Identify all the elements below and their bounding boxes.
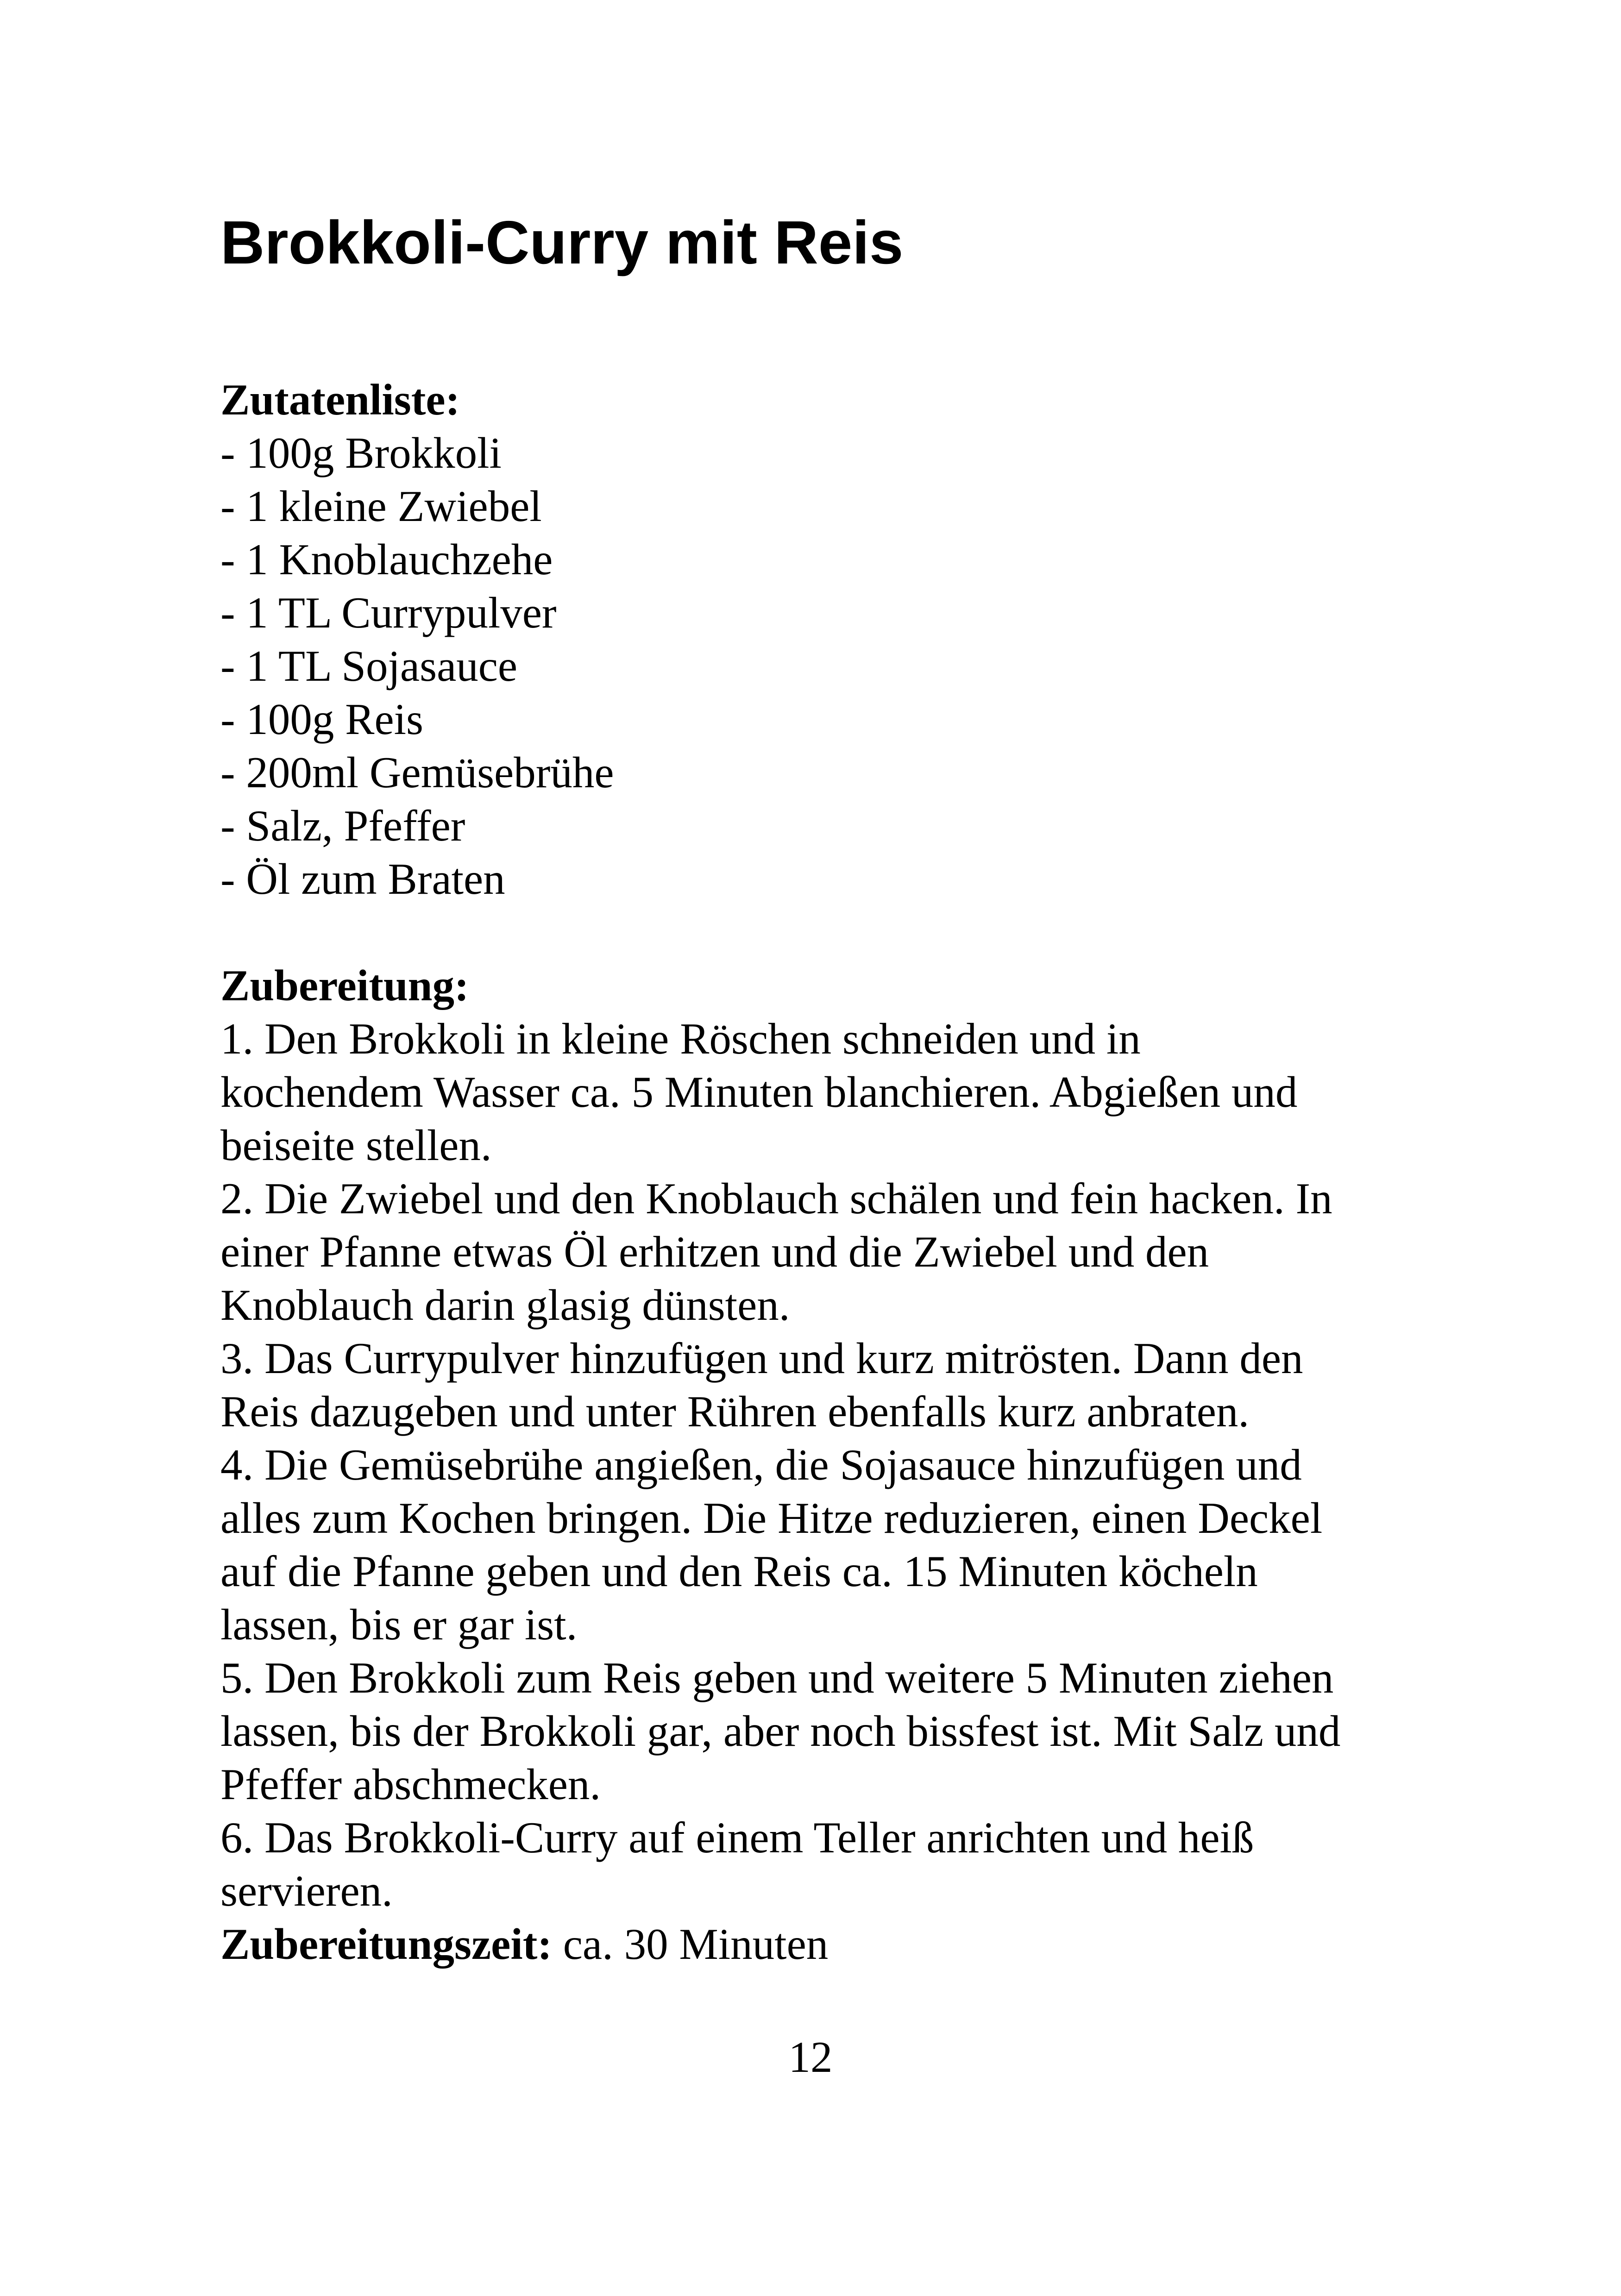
ingredient-item: - 100g Reis (220, 695, 424, 744)
preparation-line: 6. Das Brokkoli-Curry auf einem Teller anrichten und heiß (220, 1813, 1254, 1862)
preparation-line: lassen, bis er gar ist. (220, 1600, 578, 1649)
preparation-line: auf die Pfanne geben und den Reis ca. 15 Minuten köcheln (220, 1547, 1258, 1596)
ingredient-item: - Öl zum Braten (220, 854, 505, 903)
preparation-heading: Zubereitung: (220, 961, 469, 1010)
preparation-line: 4. Die Gemüsebrühe angießen, die Sojasauce hinzufügen und (220, 1440, 1302, 1489)
preparation-line: servieren. (220, 1866, 393, 1915)
preparation-line: Pfeffer abschmecken. (220, 1760, 601, 1809)
ingredient-item: - 1 Knoblauchzehe (220, 535, 553, 584)
preparation-line: alles zum Kochen bringen. Die Hitze reduzieren, einen Deckel (220, 1493, 1323, 1543)
preparation-line: 3. Das Currypulver hinzufügen und kurz mitrösten. Dann den (220, 1334, 1303, 1383)
preparation-line: 1. Den Brokkoli in kleine Röschen schneiden und in (220, 1014, 1141, 1063)
preparation-line: einer Pfanne etwas Öl erhitzen und die Zwiebel und den (220, 1227, 1209, 1276)
ingredients-heading: Zutatenliste: (220, 375, 460, 424)
ingredient-item: - 200ml Gemüsebrühe (220, 748, 614, 797)
ingredient-item: - 1 kleine Zwiebel (220, 482, 542, 531)
ingredient-item: - 1 TL Sojasauce (220, 641, 518, 690)
preparation-line: beiseite stellen. (220, 1121, 492, 1170)
section-spacer (220, 906, 1434, 959)
ingredient-item: - 1 TL Currypulver (220, 588, 557, 637)
ingredient-item: - Salz, Pfeffer (220, 801, 465, 850)
ingredient-item: - 100g Brokkoli (220, 428, 502, 477)
preparation-line: Reis dazugeben und unter Rühren ebenfalls kurz anbraten. (220, 1387, 1250, 1436)
preparation-line: Knoblauch darin glasig dünsten. (220, 1280, 790, 1330)
preparation-time (220, 1918, 1434, 1971)
page-number: 12 (788, 2033, 833, 2082)
preparation-line: 5. Den Brokkoli zum Reis geben und weitere 5 Minuten ziehen (220, 1653, 1334, 1702)
recipe-body (220, 373, 1434, 1971)
preparation-time-value: ca. 30 Minuten (552, 1920, 829, 1969)
preparation-line: kochendem Wasser ca. 5 Minuten blanchieren. Abgießen und (220, 1067, 1298, 1117)
preparation-line: lassen, bis der Brokkoli gar, aber noch bissfest ist. Mit Salz und (220, 1706, 1341, 1756)
recipe-title: Brokkoli-Curry mit Reis (220, 208, 904, 276)
preparation-time-label: Zubereitungszeit: (220, 1920, 552, 1969)
preparation-line: 2. Die Zwiebel und den Knoblauch schälen und fein hacken. In (220, 1174, 1332, 1223)
